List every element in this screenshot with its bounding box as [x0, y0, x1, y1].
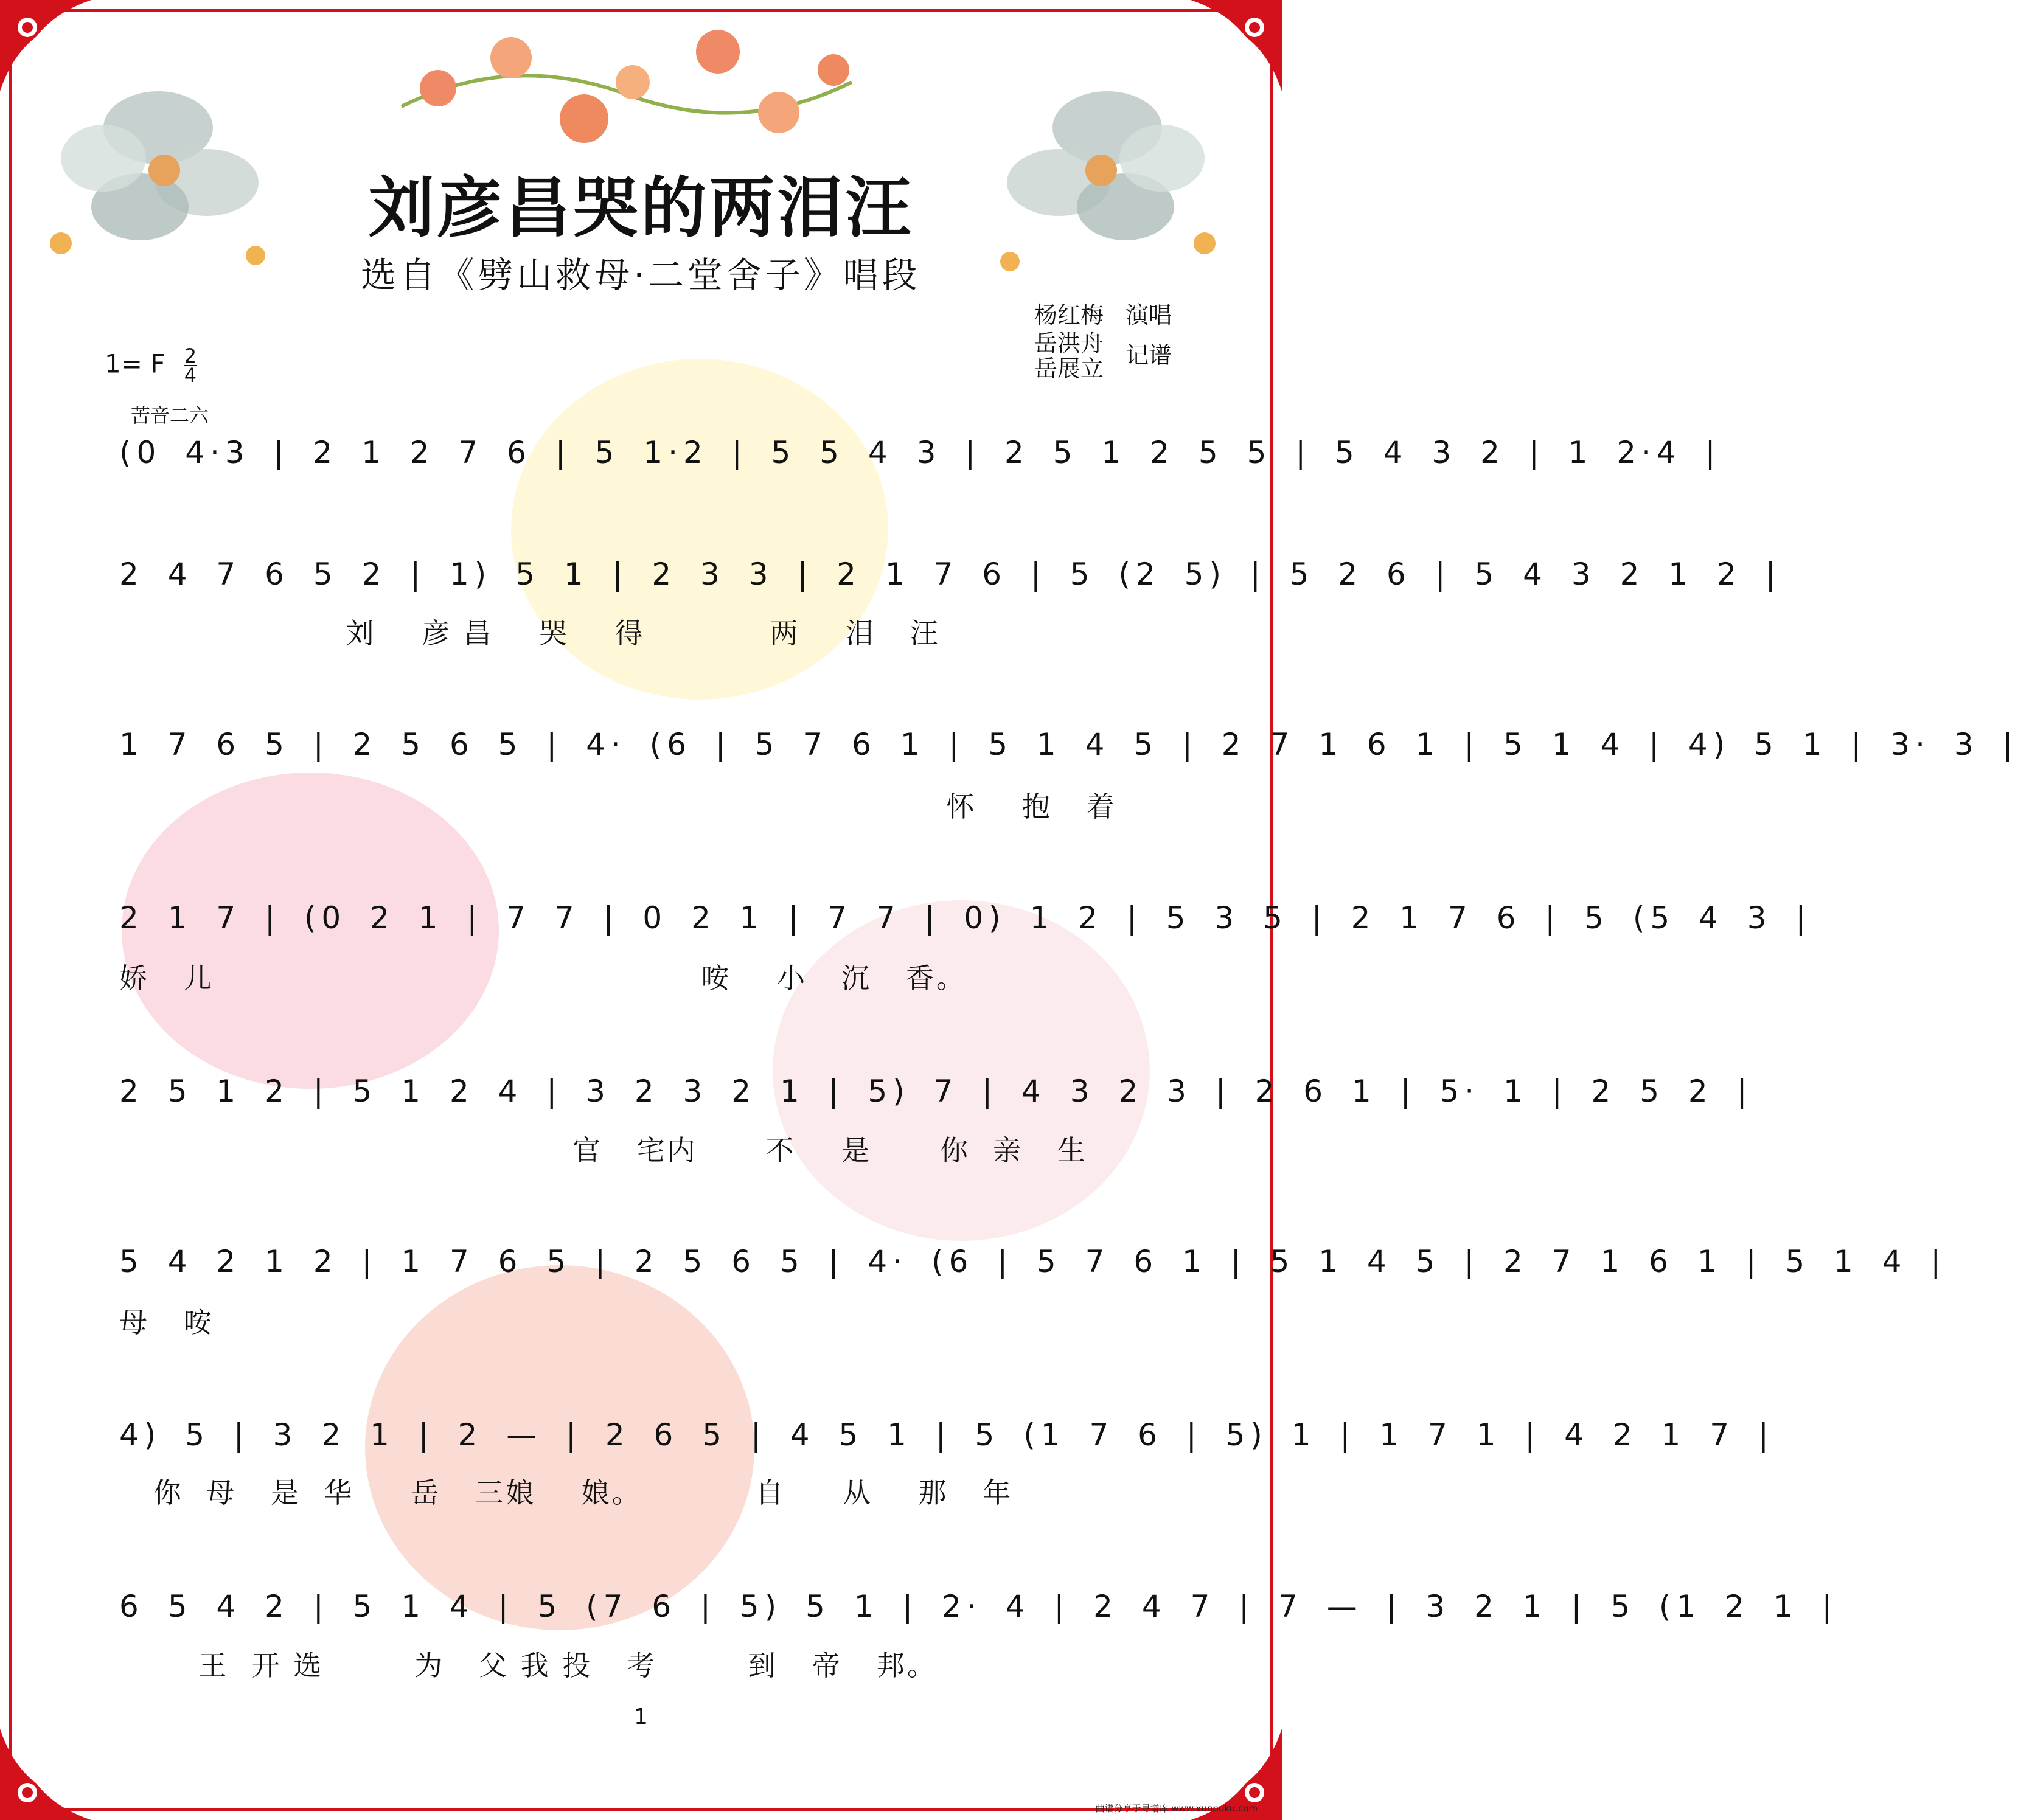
notation-line: 2 4 7 6 5 2 | 1) 5 1 | 2 3 3 | 2 1 7 6 | 5 (2 5) | 5 2 6 | 5 4 3 2 1 2 | — [119, 557, 1781, 592]
time-signature-top: 2 — [184, 344, 197, 367]
notation-line: 6 5 4 2 | 5 1 4 | 5 (7 6 | 5) 5 1 | 2· 4 | 2 4 7 | 7 — | 3 2 1 | 5 (1 2 1 | — [119, 1589, 1838, 1624]
singer-role: 演唱 — [1126, 302, 1172, 328]
notation-line: 2 1 7 | (0 2 1 | 7 7 | 0 2 1 | 7 7 | 0) 1 2 | 5 3 5 | 2 1 7 6 | 5 (5 4 3 | — [119, 900, 1812, 936]
transcriber-role: 记谱 — [1126, 342, 1172, 369]
time-signature-bottom: 4 — [184, 364, 197, 387]
tempo-marking: 苦音二六 — [131, 404, 209, 427]
key-signature — [105, 344, 197, 387]
notation-line: 5 4 2 1 2 | 1 7 6 5 | 2 5 6 5 | 4· (6 | 5 7 6 1 | 5 1 4 5 | 2 7 1 6 1 | 5 1 4 | — [119, 1244, 1947, 1279]
lyric-line: 官 宅内 不 是 你 亲 生 — [119, 1134, 1088, 1167]
notation-line: 1 7 6 5 | 2 5 6 5 | 4· (6 | 5 7 6 1 | 5 1 4 5 | 2 7 1 6 1 | 5 1 4 | 4) 5 1 | 3· 3 | — [119, 727, 2018, 762]
lyric-line: 娇 儿 咹 小 沉 香。 — [119, 962, 967, 995]
lyric-line: 刘 彦 昌 哭 得 两 泪 汪 — [119, 617, 941, 650]
singer-name: 杨红梅 — [1034, 302, 1104, 328]
transcriber-name-1: 岳洪舟 — [1034, 330, 1104, 356]
corner-ornament-bottom-left — [0, 1729, 91, 1820]
flower-garland — [389, 15, 864, 155]
page-title: 刘彦昌哭的两泪汪 — [368, 170, 914, 246]
score-line — [119, 435, 1721, 508]
notation-line: 4) 5 | 3 2 1 | 2 — | 2 6 5 | 4 5 1 | 5 (1 7 6 | 5) 1 | 1 7 1 | 4 2 1 7 | — [119, 1417, 1774, 1453]
transcriber-name-2: 岳展立 — [1034, 355, 1104, 382]
lyric-line: 怀 抱 着 — [119, 790, 1117, 823]
time-signature — [184, 344, 197, 387]
footer-credit: 曲谱分享于寻谱库 www.xunpuku.com — [1095, 1803, 1258, 1814]
page-subtitle: 选自《劈山救母·二堂舍子》唱段 — [361, 254, 921, 296]
lyric-line: 母 咹 — [119, 1306, 214, 1339]
notation-line: 2 5 1 2 | 5 1 2 4 | 3 2 3 2 1 | 5) 7 | 4 3 2 3 | 2 6 1 | 5· 1 | 2 5 2 | — [119, 1074, 1753, 1109]
key-tonic: 1= F — [105, 349, 165, 379]
page-number: 1 — [634, 1704, 648, 1729]
lyric-line: 你 母 是 华 岳 三娘 娘。 自 从 那 年 — [119, 1476, 1014, 1509]
notation-line: (0 4·3 | 2 1 2 7 6 | 5 1·2 | 5 5 4 3 | 2 5 1 2 5 5 | 5 4 3 2 | 1 2·4 | — [119, 435, 1721, 470]
lyric-line: 王 开 选 为 父 我 投 考 到 帝 邦。 — [119, 1649, 938, 1682]
